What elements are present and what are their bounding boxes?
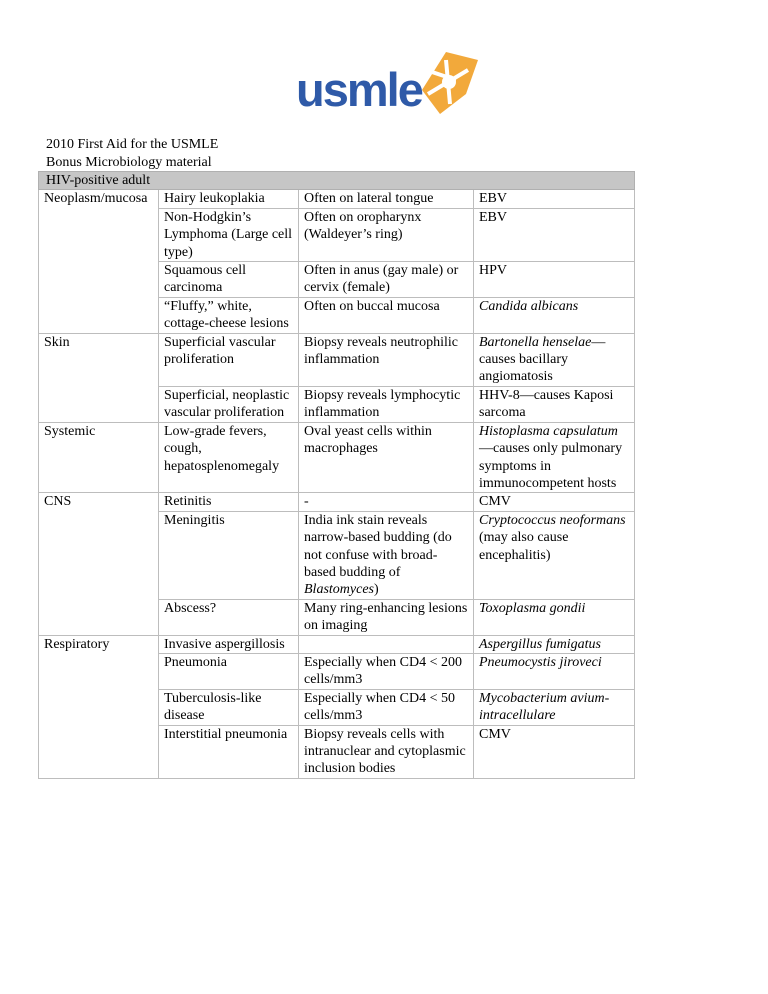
condition-cell: Superficial, neoplastic vascular proliferation [159, 386, 299, 422]
table-row [39, 635, 635, 653]
category-cell: Skin [39, 333, 159, 386]
logo-wordmark: usmle [296, 63, 422, 116]
condition-cell: Interstitial pneumonia [159, 725, 299, 778]
organism-cell: HHV-8—causes Kaposi sarcoma [474, 386, 635, 422]
category-cell [39, 689, 159, 725]
finding-cell: Especially when CD4 < 200 cells/mm3 [299, 653, 474, 689]
organism-italic: Cryptococcus neoformans [479, 512, 626, 528]
finding-cell: Often on lateral tongue [299, 190, 474, 208]
condition-cell: Invasive aspergillosis [159, 635, 299, 653]
category-cell [39, 386, 159, 422]
organism-cell: Pneumocystis jiroveci [474, 653, 635, 689]
category-cell: CNS [39, 493, 159, 511]
organism-rest: —causes bacillary angiomatosis [479, 334, 606, 385]
finding-text: India ink stain reveals narrow-based budding (do not confuse with broad-based budding of [304, 512, 452, 580]
table-row [39, 333, 635, 386]
category-cell [39, 599, 159, 635]
finding-cell: Especially when CD4 < 50 cells/mm3 [299, 689, 474, 725]
organism-cell [474, 511, 635, 599]
heading-title: 2010 First Aid for the USMLE [46, 137, 219, 152]
table-row [39, 599, 635, 635]
category-cell [39, 208, 159, 261]
organism-cell: Aspergillus fumigatus [474, 635, 635, 653]
organism-cell: Candida albicans [474, 297, 635, 333]
logo-star-icon [416, 50, 482, 116]
table-row [39, 262, 635, 298]
organism-cell: CMV [474, 493, 635, 511]
condition-cell: Squamous cell carcinoma [159, 262, 299, 298]
category-cell: Neoplasm/mucosa [39, 190, 159, 208]
condition-cell: Pneumonia [159, 653, 299, 689]
category-cell [39, 725, 159, 778]
condition-cell: “Fluffy,” white, cottage-cheese lesions [159, 297, 299, 333]
category-cell: Systemic [39, 422, 159, 493]
finding-cell: Biopsy reveals neutrophilic inflammation [299, 333, 474, 386]
table-row [39, 511, 635, 599]
organism-cell: HPV [474, 262, 635, 298]
finding-cell: Biopsy reveals lymphocytic inflammation [299, 386, 474, 422]
organism-italic: Bartonella henselae [479, 334, 592, 350]
table-row [39, 190, 635, 208]
condition-cell: Abscess? [159, 599, 299, 635]
table-row [39, 422, 635, 493]
finding-cell: Oval yeast cells within macrophages [299, 422, 474, 493]
finding-cell: - [299, 493, 474, 511]
condition-cell: Meningitis [159, 511, 299, 599]
condition-cell: Low-grade fevers, cough, hepatosplenomegaly [159, 422, 299, 493]
banner-cell: HIV-positive adult [39, 172, 635, 190]
organism-rest: (may also cause encephalitis) [479, 530, 569, 563]
finding-cell: Many ring-enhancing lesions on imaging [299, 599, 474, 635]
organism-cell [474, 333, 635, 386]
category-cell: Respiratory [39, 635, 159, 653]
finding-cell: Biopsy reveals cells with intranuclear and cytoplasmic inclusion bodies [299, 725, 474, 778]
table-row [39, 653, 635, 689]
organism-italic: Histoplasma capsulatum [479, 423, 618, 439]
condition-cell: Tuberculosis-like disease [159, 689, 299, 725]
organism-rest: —causes only pulmonary symptoms in immunocompetent hosts [479, 441, 623, 491]
organism-cell: CMV [474, 725, 635, 778]
table-row [39, 386, 635, 422]
organism-cell: EBV [474, 190, 635, 208]
finding-end: ) [373, 582, 379, 598]
finding-cell: Often on buccal mucosa [299, 297, 474, 333]
condition-cell: Superficial vascular proliferation [159, 333, 299, 386]
condition-cell: Retinitis [159, 493, 299, 511]
document-heading [46, 136, 218, 171]
category-cell [39, 511, 159, 599]
table-row [39, 493, 635, 511]
table-row [39, 208, 635, 261]
category-cell [39, 297, 159, 333]
table-row [39, 689, 635, 725]
organism-cell: Mycobacterium avium-intracellulare [474, 689, 635, 725]
heading-subtitle: Bonus Microbiology material [46, 154, 212, 170]
organism-cell [474, 422, 635, 493]
condition-cell: Non-Hodgkin’s Lymphoma (Large cell type) [159, 208, 299, 261]
finding-cell [299, 511, 474, 599]
organism-cell: EBV [474, 208, 635, 261]
finding-cell: Often on oropharynx (Waldeyer’s ring) [299, 208, 474, 261]
table-row [39, 725, 635, 778]
organism-cell: Toxoplasma gondii [474, 599, 635, 635]
finding-cell: Often in anus (gay male) or cervix (female) [299, 262, 474, 298]
usmle-logo [296, 48, 482, 118]
banner-row [39, 172, 635, 190]
category-cell [39, 262, 159, 298]
table-row [39, 297, 635, 333]
finding-cell [299, 635, 474, 653]
category-cell [39, 653, 159, 689]
microbiology-table [38, 171, 635, 779]
condition-cell: Hairy leukoplakia [159, 190, 299, 208]
finding-italic: Blastomyces [304, 582, 374, 598]
